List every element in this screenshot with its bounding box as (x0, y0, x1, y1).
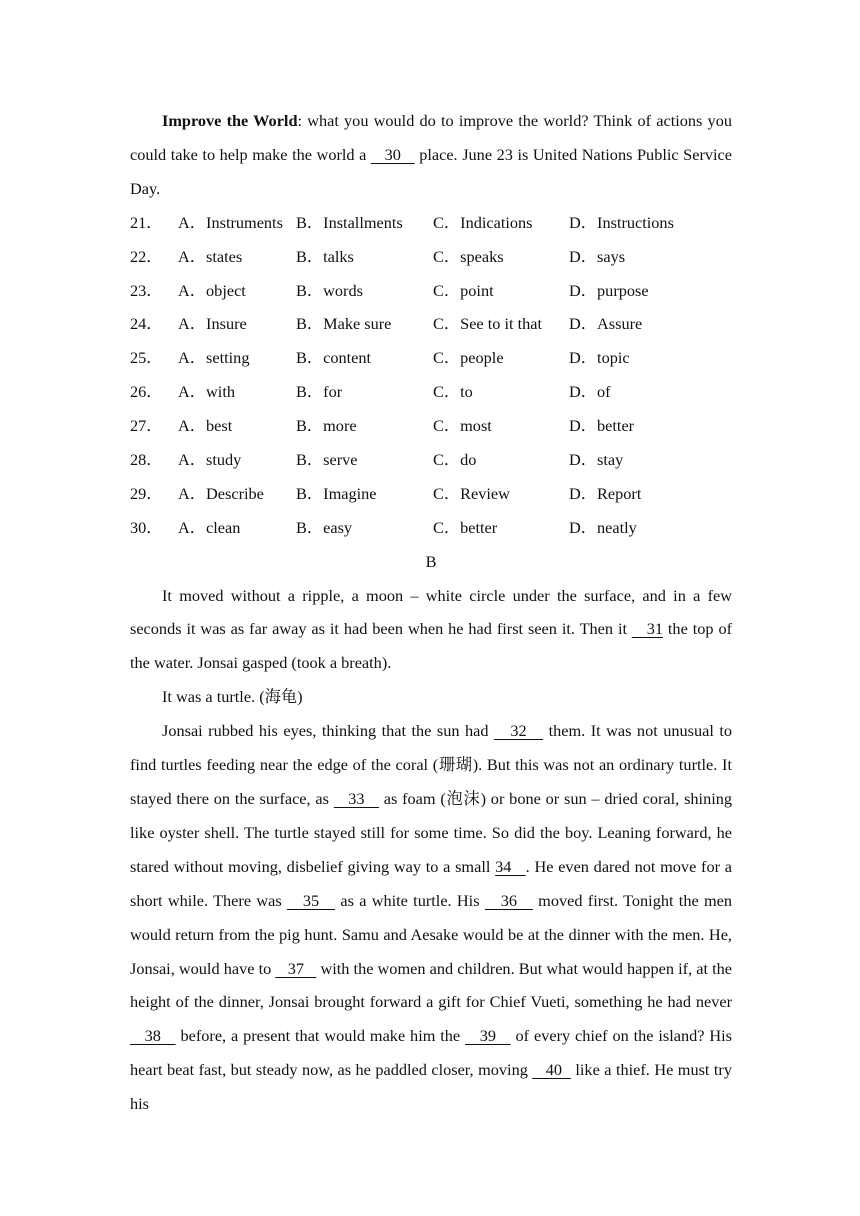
option-row (130, 409, 732, 443)
document-page (130, 104, 732, 1121)
section-heading: B (425, 551, 437, 571)
blank-30: 30 (370, 144, 415, 164)
question-number: 22． (130, 246, 163, 266)
option-b: B．Imagine (296, 483, 377, 503)
option-row (130, 206, 732, 240)
option-c: C．people (433, 348, 504, 368)
option-a: A．best (178, 416, 233, 436)
option-a: A．with (178, 382, 235, 402)
option-c: C．better (433, 517, 498, 537)
blank-39: 39 (465, 1026, 511, 1046)
option-c: C．Indications (433, 212, 533, 232)
question-number: 29． (130, 483, 163, 503)
passage-text: as foam (泡沫) or bone or sun – dried coral, shining like oyster shell. The turtle stayed still for some time. So did the boy. Leaning forward, he stared without moving, disbelief giving way to a small (130, 788, 733, 876)
option-b: B．more (296, 416, 357, 436)
option-d: D．better (569, 416, 635, 436)
blank-32: 32 (493, 721, 544, 741)
intro-lead: Improve the World (162, 111, 298, 130)
passage-text: before, a present that would make him the (175, 1026, 466, 1046)
passage-text: It moved without a ripple, a moon – white circle under the surface, and in a few seconds it was as far away as it had been when he had first seen it. Then it (130, 585, 732, 639)
option-a: A．clean (178, 517, 241, 537)
option-d: D．purpose (569, 280, 649, 300)
passage-text: moved first. Tonight the men would return from the pig hunt. Samu and Aesake would be at the dinner with the men. He, Jonsai, would have to (130, 890, 733, 978)
option-a: A．setting (178, 348, 250, 368)
blank-38: 38 (130, 1026, 176, 1046)
passage-text: the top of the water. Jonsai gasped (took a breath). (130, 619, 733, 673)
blank-40: 40 (532, 1060, 571, 1080)
passage-text: them. It was not unusual to find turtles feeding near the edge of the coral (珊瑚). But this was not an ordinary turtle. It stayed there on the surface, as (130, 721, 733, 808)
option-c: C．speaks (433, 246, 504, 266)
option-row (130, 341, 732, 375)
option-b: B．Make sure (296, 314, 392, 334)
passage-text: . He even dared not move for a short while. There was (130, 856, 733, 910)
option-d: D．stay (569, 449, 624, 469)
option-b: B．Installments (296, 212, 403, 232)
option-d: D．Assure (569, 314, 643, 334)
passage-paragraph-1 (130, 579, 732, 681)
options-list (130, 206, 732, 545)
option-a: A．Insure (178, 314, 247, 334)
option-b: B．content (296, 348, 372, 368)
question-number: 28． (130, 449, 163, 469)
option-b: B．words (296, 280, 363, 300)
option-c: C．do (433, 449, 477, 469)
blank-34: 34 (495, 856, 526, 876)
intro-paragraph (130, 104, 732, 206)
option-b: B．easy (296, 517, 353, 537)
blank-37: 37 (275, 958, 317, 978)
option-row (130, 307, 732, 341)
option-row (130, 443, 732, 477)
passage-paragraph-2: It was a turtle. (海龟) (162, 687, 303, 707)
blank-36: 36 (484, 890, 533, 910)
question-number: 27． (130, 416, 163, 436)
intro-text-after: place. June 23 is United Nations Public Service Day. (130, 144, 733, 198)
passage-paragraph-3 (130, 714, 732, 1121)
option-c: C．See to it that (433, 314, 542, 334)
question-number: 23． (130, 280, 163, 300)
passage-text: with the women and children. But what would happen if, at the height of the dinner, Jonsai brought forward a gift for Chief Vueti, something he had never (130, 958, 733, 1012)
option-row (130, 511, 732, 545)
option-d: D．topic (569, 348, 630, 368)
option-a: A．study (178, 449, 242, 469)
option-a: A．Instruments (178, 212, 283, 232)
option-b: B．for (296, 382, 343, 402)
question-number: 25． (130, 348, 163, 368)
option-c: C．to (433, 382, 473, 402)
option-row (130, 240, 732, 274)
question-number: 26． (130, 382, 163, 402)
option-b: B．serve (296, 449, 358, 469)
option-a: A．Describe (178, 483, 264, 503)
intro-text-before: : what you would do to improve the world? Think of actions you could take to help make the world a (130, 111, 732, 164)
option-row (130, 274, 732, 308)
question-number: 24． (130, 314, 163, 334)
option-c: C．most (433, 416, 492, 436)
option-d: D．of (569, 382, 611, 402)
passage-text: Jonsai rubbed his eyes, thinking that the sun had (162, 721, 494, 741)
question-number: 21． (130, 212, 163, 232)
question-number: 30． (130, 517, 163, 537)
option-d: D．Report (569, 483, 642, 503)
blank-35: 35 (286, 890, 336, 910)
option-d: D．Instructions (569, 212, 674, 232)
option-c: C．point (433, 280, 494, 300)
passage-text: of every chief on the island? His heart beat fast, but steady now, as he paddled closer, moving (130, 1026, 732, 1080)
option-d: D．neatly (569, 517, 637, 537)
blank-31: 31 (631, 619, 663, 639)
passage-text: like a thief. He must try his (130, 1060, 732, 1114)
option-a: A．object (178, 280, 246, 300)
passage-text: as a white turtle. His (335, 890, 485, 910)
blank-33: 33 (333, 788, 379, 808)
option-b: B．talks (296, 246, 354, 266)
option-row (130, 375, 732, 409)
option-a: A．states (178, 246, 243, 266)
option-c: C．Review (433, 483, 510, 503)
option-d: D．says (569, 246, 626, 266)
option-row (130, 477, 732, 511)
